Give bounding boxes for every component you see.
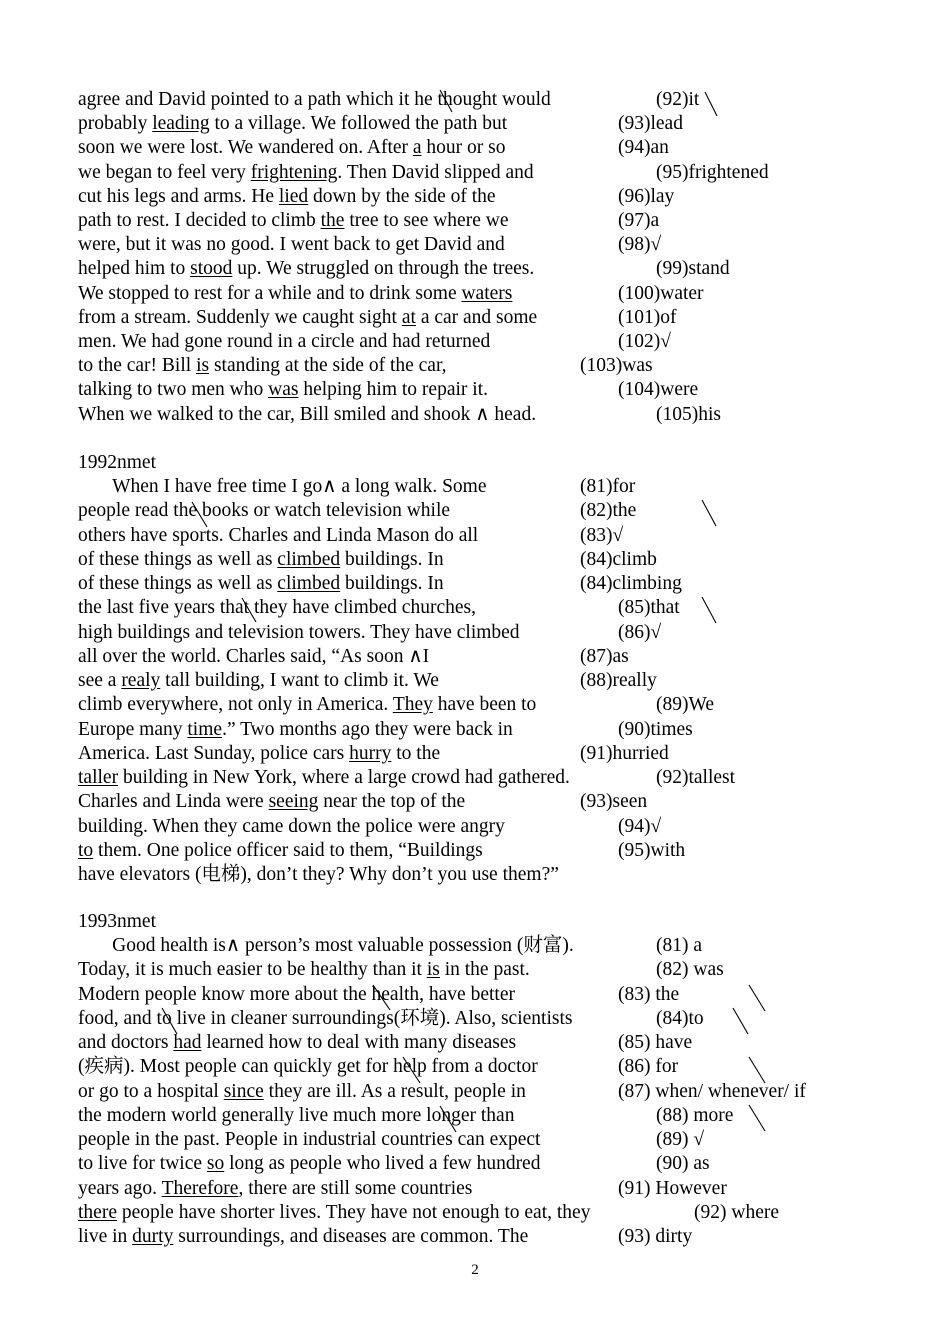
answer-correction: (94)√ [618, 815, 662, 837]
text-segment: Modern people know more about the health, have better [78, 983, 515, 1005]
text-segment: soon we were lost. We wandered on. After [78, 137, 413, 159]
sentence-text [78, 524, 478, 548]
text-segment: see a [78, 670, 122, 691]
text-segment: were, but it was no good. I went back to get David and [78, 234, 505, 256]
text-segment: agree and David pointed to a path which it he thought would [78, 89, 551, 110]
text-segment: live in [78, 1226, 133, 1247]
sentence-text [78, 185, 496, 209]
text-segment: long as people who lived a few hundred [224, 1153, 541, 1175]
answer-correction: (104)were [618, 379, 699, 401]
text-segment: Charles and Linda were [78, 791, 269, 813]
text-segment: surroundings, and diseases are common. The [173, 1226, 529, 1247]
text-segment: probably [78, 113, 153, 135]
text-segment: or go to a hospital [78, 1080, 224, 1102]
error-word: taller [78, 767, 119, 788]
error-word: a [412, 137, 422, 159]
text-segment: in the past. [439, 959, 530, 981]
sentence-text [78, 572, 444, 596]
text-segment: to the [391, 742, 441, 764]
sentence-text [78, 815, 505, 839]
text-segment: building. When they came down the police were angry [78, 815, 505, 837]
answer-correction: (84)to [656, 1007, 704, 1029]
sentence-text [78, 257, 534, 281]
error-word: climbed [277, 573, 341, 594]
text-segment: Europe many [78, 718, 188, 740]
text-segment: to live for twice [78, 1153, 207, 1175]
answer-correction: (98)√ [618, 234, 662, 256]
sentence-text [78, 354, 447, 378]
sentence-text [78, 1225, 528, 1249]
sentence-text [78, 790, 465, 814]
text-segment: tree to see where we [344, 210, 509, 231]
sentence-text [78, 934, 574, 958]
text-segment: of these things as well as [78, 573, 278, 594]
answer-correction: (93)seen [580, 791, 648, 813]
answer-correction: (86)√ [618, 621, 662, 643]
sentence-text [78, 693, 536, 717]
text-segment: Today, it is much easier to be healthy than it [78, 959, 427, 981]
answer-correction: (90) as [656, 1153, 710, 1175]
text-segment: a car and some [415, 306, 538, 328]
sentence-text [78, 548, 444, 572]
text-segment: them. One police officer said to them, “Buildings [93, 839, 483, 861]
answer-correction: (92) where [694, 1201, 779, 1223]
sentence-text [78, 669, 439, 693]
text-segment: buildings. In [340, 548, 444, 570]
error-word: They [392, 694, 433, 716]
slash-mark [702, 597, 716, 623]
sentence-text [78, 1152, 540, 1176]
answer-correction: (100)water [618, 282, 704, 304]
answer-correction: (92)tallest [656, 767, 736, 788]
text-segment: of these things as well as [78, 548, 278, 570]
page-number: 2 [471, 1262, 479, 1278]
text-segment: (疾病). Most people can quickly get for help from a doctor [78, 1056, 538, 1078]
text-segment: up. We struggled on through the trees. [232, 258, 535, 280]
answer-correction: (87)as [580, 645, 629, 667]
sentence-text [78, 1177, 472, 1201]
sentence-text [78, 136, 506, 160]
sentence-text [78, 863, 559, 887]
answer-correction: (97)a [618, 210, 660, 231]
sentence-text [78, 1055, 538, 1079]
answer-correction: (82)the [580, 500, 637, 522]
text-segment: to the car! Bill [78, 355, 197, 377]
text-segment: cut his legs and arms. He [78, 185, 279, 207]
text-segment: food, and to live in cleaner surroundings(环境). Also, scientists [78, 1007, 573, 1029]
sentence-text [78, 766, 570, 790]
sentence-text [78, 1201, 590, 1225]
text-segment: have been to [432, 694, 537, 716]
error-word: was [268, 379, 299, 401]
answer-correction: (95)with [618, 839, 686, 861]
text-segment: tall building, I want to climb it. We [160, 670, 439, 691]
answer-correction: (88) more [656, 1104, 734, 1126]
text-segment: helping him to repair it. [298, 379, 488, 401]
text-segment: all over the world. Charles said, “As soon ∧I [78, 645, 430, 667]
sentence-text [78, 1031, 516, 1055]
text-segment: people in the past. People in industrial countries can expect [78, 1129, 541, 1150]
text-segment: others have sports. Charles and Linda Mason do all [78, 524, 479, 546]
sentence-text [78, 645, 429, 669]
answer-correction: (92)it [656, 89, 700, 110]
answer-correction: (86) for [618, 1056, 679, 1078]
answer-correction: (81) a [656, 935, 703, 956]
text-segment: hour or so [421, 137, 506, 159]
answer-correction: (96)lay [618, 185, 675, 207]
error-word: durty [132, 1226, 174, 1247]
answer-correction: (85) have [618, 1032, 693, 1053]
sentence-text [78, 596, 476, 620]
answer-correction: (82) was [656, 959, 724, 981]
text-segment: . Then David slipped and [337, 161, 534, 183]
answer-correction: (99)stand [656, 258, 730, 280]
error-word: climbed [277, 548, 341, 570]
text-segment: down by the side of the [308, 185, 496, 207]
answer-correction: (89)We [656, 694, 714, 716]
text-segment: have elevators (电梯), don’t they? Why don’t you use them?” [78, 864, 559, 885]
answer-correction: (85)that [618, 597, 680, 619]
answer-correction: (91) However [618, 1177, 727, 1199]
sentence-text [78, 475, 486, 499]
sentence-text [78, 378, 488, 402]
error-word: is [426, 959, 440, 981]
sentence-text [78, 209, 508, 233]
answer-correction: (84)climb [580, 548, 657, 570]
slash-mark [733, 1008, 748, 1034]
text-segment: we began to feel very [78, 161, 251, 183]
answer-correction: (101)of [618, 306, 677, 328]
text-segment: and doctors [78, 1032, 174, 1053]
answer-correction: (88)really [580, 670, 657, 691]
sentence-text [78, 282, 512, 306]
sentence-text [78, 88, 551, 112]
error-word: since [223, 1080, 264, 1102]
error-word: at [401, 306, 416, 328]
text-segment: the modern world generally live much more longer than [78, 1104, 515, 1126]
text-segment: helped him to [78, 258, 191, 280]
sentence-text [78, 233, 505, 257]
sentence-text [78, 306, 537, 330]
text-segment: the last five years that they have climbed churches, [78, 597, 476, 619]
error-word: leading [152, 113, 210, 135]
text-segment: people have shorter lives. They have not enough to eat, they [116, 1201, 591, 1223]
text-segment: high buildings and television towers. They have climbed [78, 621, 520, 643]
section-3-heading: 1993nmet [78, 911, 156, 932]
error-word: there [78, 1201, 117, 1223]
text-segment: buildings. In [340, 573, 444, 594]
slash-mark [749, 1105, 765, 1131]
answer-correction: (103)was [580, 355, 653, 377]
sentence-text [78, 1104, 514, 1128]
error-word: is [196, 355, 210, 377]
error-word: time [187, 718, 223, 740]
text-segment: learned how to deal with many diseases [201, 1032, 517, 1053]
slash-mark [749, 985, 765, 1011]
sentence-text [78, 499, 450, 523]
sentence-text [78, 161, 534, 185]
answer-correction: (94)an [618, 137, 669, 159]
text-segment: men. We had gone round in a circle and had returned [78, 331, 491, 352]
text-segment: to a village. We followed the path but [209, 113, 508, 135]
section-2-heading: 1992nmet [78, 452, 156, 473]
answer-correction: (95)frightened [656, 161, 769, 183]
sentence-text [78, 1128, 540, 1152]
text-segment: people read the books or watch television while [78, 500, 451, 522]
error-word: the [320, 210, 345, 231]
sentence-text [78, 839, 483, 863]
text-segment: near the top of the [318, 791, 466, 813]
text-segment: path to rest. I decided to climb [78, 210, 321, 231]
answer-correction: (102)√ [618, 331, 671, 352]
sentence-text [78, 742, 440, 766]
text-segment: they are ill. As a result, people in [263, 1080, 526, 1102]
error-word: frightening [250, 161, 338, 183]
sentence-text [78, 958, 530, 982]
text-segment: from a stream. Suddenly we caught sight [78, 306, 402, 328]
text-segment: Good health is∧ person’s most valuable possession (财富). [78, 935, 574, 956]
text-segment: standing at the side of the car, [209, 355, 447, 377]
text-segment: When we walked to the car, Bill smiled and shook ∧ head. [78, 403, 537, 425]
answer-correction: (91)hurried [580, 742, 669, 764]
answer-correction: (84)climbing [580, 573, 682, 594]
sentence-text [78, 112, 507, 136]
error-word: realy [121, 670, 161, 691]
error-word: hurry [349, 742, 392, 764]
answer-correction: (89) √ [656, 1129, 705, 1150]
answer-correction: (105)his [656, 403, 721, 425]
sentence-text [78, 1080, 526, 1104]
sentence-text [78, 1007, 572, 1031]
answer-correction: (83) the [618, 983, 680, 1005]
answer-correction: (83)√ [580, 524, 624, 546]
text-segment: talking to two men who [78, 379, 269, 401]
error-word: stood [190, 258, 233, 280]
error-word: waters [461, 282, 513, 304]
text-segment: , there are still some countries [238, 1177, 473, 1199]
slash-mark [705, 92, 717, 116]
error-word: had [173, 1032, 202, 1053]
error-word: lied [278, 185, 309, 207]
error-word: seeing [268, 791, 319, 813]
answer-correction: (81)for [580, 476, 636, 497]
answer-correction: (93) dirty [618, 1226, 693, 1247]
sentence-text [78, 330, 490, 354]
error-word: Therefore [161, 1177, 239, 1199]
error-word: to [78, 839, 94, 861]
sentence-text [78, 718, 513, 742]
sentence-text [78, 983, 515, 1007]
sentence-text [78, 403, 536, 427]
slash-mark [702, 500, 716, 526]
text-segment: years ago. [78, 1177, 162, 1199]
sentence-text [78, 621, 520, 645]
answer-correction: (90)times [618, 718, 693, 740]
error-word: so [206, 1153, 225, 1175]
text-segment: When I have free time I go∧ a long walk. Some [78, 476, 487, 497]
text-segment: building in New York, where a large crowd had gathered. [118, 767, 570, 788]
text-segment: .” Two months ago they were back in [222, 718, 513, 740]
text-segment: climb everywhere, not only in America. [78, 694, 393, 716]
answer-correction: (93)lead [618, 113, 683, 135]
text-segment: We stopped to rest for a while and to drink some [78, 282, 462, 304]
text-segment: America. Last Sunday, police cars [78, 742, 350, 764]
answer-correction: (87) when/ whenever/ if [618, 1080, 806, 1102]
